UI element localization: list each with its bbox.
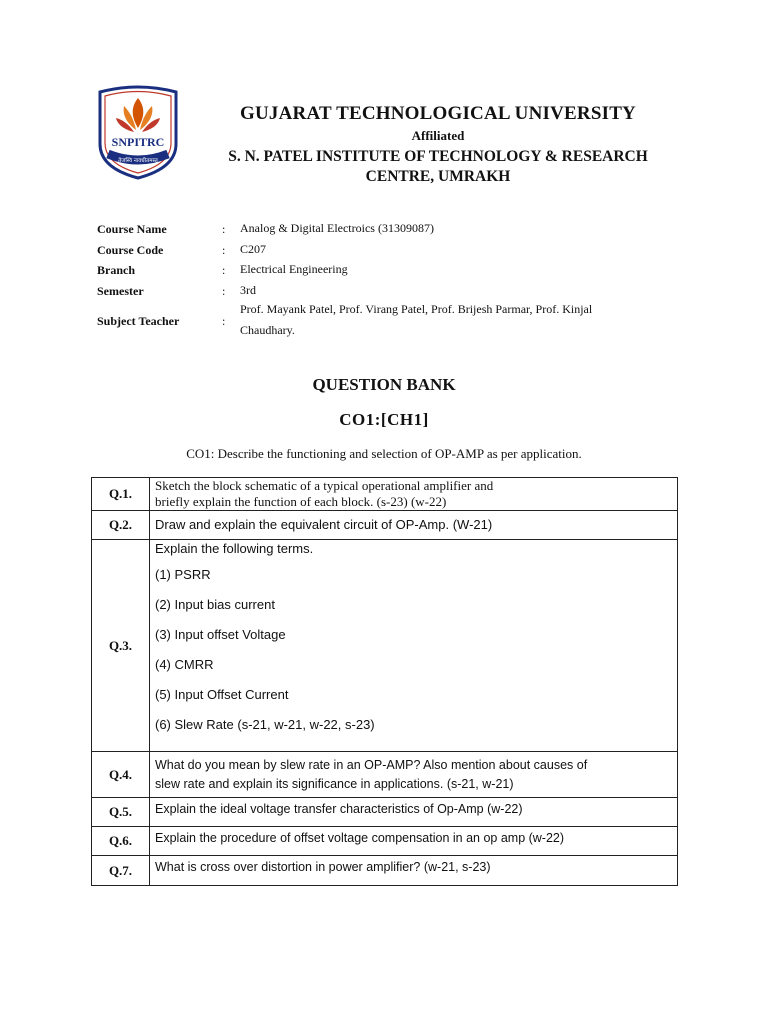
university-name: GUJARAT TECHNOLOGICAL UNIVERSITY [240, 103, 636, 124]
question-line: (5) Input Offset Current [155, 687, 289, 702]
question-line: Explain the procedure of offset voltage compensation in an op amp (w-22) [155, 831, 565, 845]
table-row [92, 511, 678, 540]
info-label: Semester [97, 284, 144, 298]
question-line: (4) CMRR [155, 657, 214, 672]
question-text [150, 478, 678, 511]
question-line: Draw and explain the equivalent circuit of OP-Amp. (W-21) [155, 517, 493, 532]
institute-name-line2: CENTRE, UMRAKH [365, 168, 511, 185]
table-row [92, 478, 678, 511]
info-value-line1: Prof. Mayank Patel, Prof. Virang Patel, Prof. Brijesh Parmar, Prof. Kinjal [240, 302, 593, 316]
question-text [150, 752, 678, 798]
logo-text: SNPITRC [111, 135, 165, 149]
question-number: Q.1. [92, 478, 150, 511]
co-description: CO1: Describe the functioning and selection of OP-AMP as per application. [186, 446, 582, 461]
question-line: Explain the ideal voltage transfer characteristics of Op-Amp (w-22) [155, 802, 523, 816]
question-text [150, 540, 678, 752]
affiliated-label: Affiliated [411, 128, 465, 143]
info-colon: : [222, 222, 226, 236]
question-line: What is cross over distortion in power amplifier? (w-21, s-23) [155, 860, 491, 874]
question-line: (1) PSRR [155, 567, 211, 582]
table-row [92, 827, 678, 856]
table-row [92, 856, 678, 886]
info-colon: : [222, 314, 226, 328]
question-text [150, 511, 678, 540]
info-label: Course Code [97, 243, 164, 257]
institute-name-line1: S. N. PATEL INSTITUTE OF TECHNOLOGY & RESEARCH [228, 148, 648, 165]
info-value: Analog & Digital Electroics (31309087) [240, 221, 434, 235]
question-table [91, 477, 678, 886]
question-line: (6) Slew Rate (s-21, w-21, w-22, s-23) [155, 717, 375, 732]
question-number: Q.7. [92, 856, 150, 886]
info-label: Branch [97, 263, 136, 277]
question-line: briefly explain the function of each block. (s-23) (w-22) [155, 494, 447, 509]
info-label: Subject Teacher [97, 314, 180, 328]
info-value: 3rd [240, 283, 256, 297]
info-value: C207 [240, 242, 267, 256]
info-value: Electrical Engineering [240, 262, 348, 276]
info-colon: : [222, 284, 226, 298]
question-number: Q.2. [92, 511, 150, 540]
info-value-line2: Chaudhary. [240, 323, 295, 337]
question-text [150, 827, 678, 856]
question-line: Explain the following terms. [155, 541, 314, 556]
question-number: Q.6. [92, 827, 150, 856]
question-line: (2) Input bias current [155, 597, 275, 612]
question-number: Q.4. [92, 752, 150, 798]
table-row [92, 752, 678, 798]
table-row [92, 798, 678, 827]
table-row [92, 540, 678, 752]
question-number: Q.3. [92, 540, 150, 752]
question-line: (3) Input offset Voltage [155, 627, 286, 642]
info-colon: : [222, 263, 226, 277]
info-label: Course Name [97, 222, 167, 236]
logo-motto: तेजस्वि नावधीतमस्तु [118, 158, 158, 164]
question-text [150, 798, 678, 827]
snpitrc-logo [92, 84, 184, 180]
info-colon: : [222, 243, 226, 257]
page-title: QUESTION BANK [312, 375, 456, 394]
question-line: slew rate and explain its significance in applications. (s-21, w-21) [155, 776, 514, 791]
question-line: What do you mean by slew rate in an OP-AMP? Also mention about causes of [155, 757, 588, 772]
question-number: Q.5. [92, 798, 150, 827]
question-text [150, 856, 678, 886]
co-heading: CO1:[CH1] [339, 410, 429, 429]
question-line: Sketch the block schematic of a typical operational amplifier and [155, 478, 494, 493]
